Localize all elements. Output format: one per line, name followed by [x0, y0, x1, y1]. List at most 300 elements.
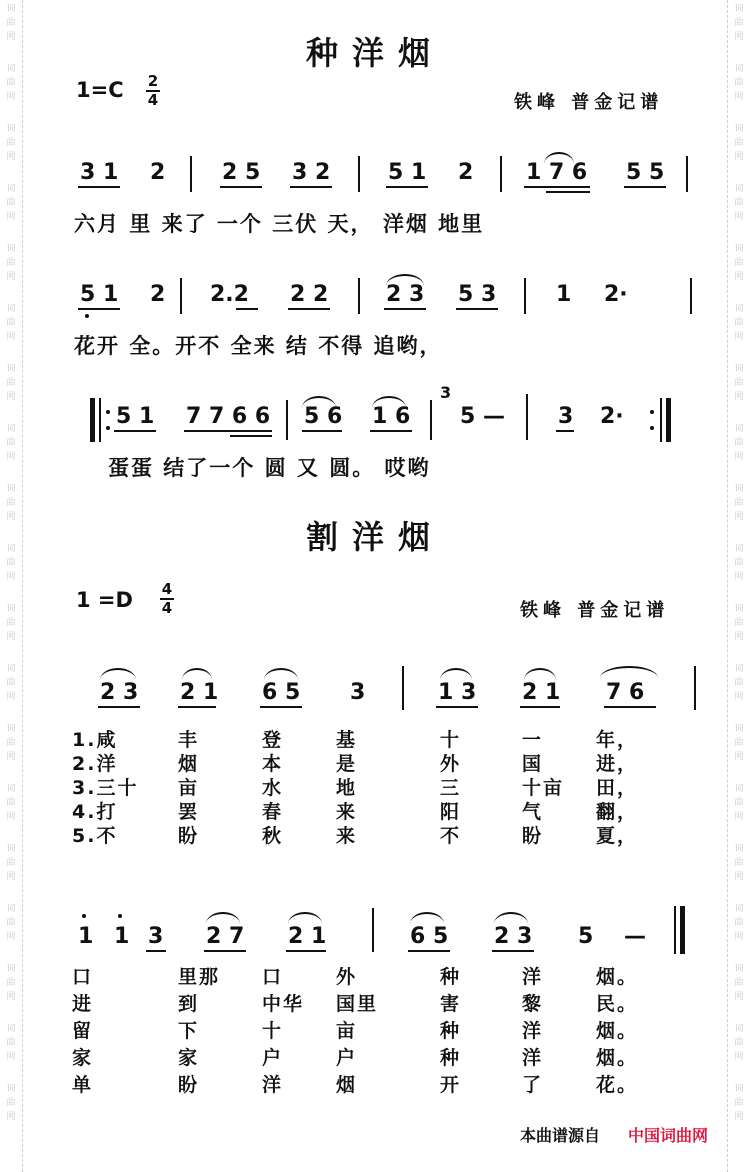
high-octave-dot: [82, 914, 86, 918]
note: 3: [148, 924, 164, 949]
beam-double: [546, 191, 590, 193]
watermark-char: 曲: [6, 738, 16, 748]
watermark-char: 曲: [6, 978, 16, 988]
verse-word: 春: [262, 801, 284, 823]
bar-line: [99, 398, 101, 442]
verse-word: 种: [440, 966, 462, 988]
slur: [288, 912, 322, 924]
note-group: 3 2: [292, 160, 331, 185]
bar-line: [402, 666, 404, 710]
watermark-char: 曲: [734, 378, 744, 388]
beam: [290, 186, 332, 188]
watermark-char: 曲: [6, 138, 16, 148]
beam: [98, 706, 140, 708]
watermark-char: 网: [6, 1052, 16, 1062]
watermark-char: 曲: [6, 858, 16, 868]
watermark-char: 曲: [6, 438, 16, 448]
bar-line: [180, 278, 182, 314]
watermark-char: 词: [734, 664, 744, 674]
watermark-char: 曲: [6, 618, 16, 628]
slur: [524, 668, 556, 680]
beam: [384, 308, 426, 310]
watermark-char: 词: [6, 724, 16, 734]
watermark-char: 网: [734, 632, 744, 642]
watermark-char: 曲: [734, 498, 744, 508]
watermark-char: 词: [734, 244, 744, 254]
bar-line: [686, 156, 688, 192]
watermark-char: 网: [734, 452, 744, 462]
bar-line: [190, 156, 192, 192]
watermark-char: 曲: [6, 1038, 16, 1048]
note: 1: [78, 924, 94, 949]
watermark-char: 词: [734, 184, 744, 194]
note-group: 2 1: [522, 680, 561, 705]
watermark-char: 曲: [734, 1098, 744, 1108]
watermark-char: 网: [6, 512, 16, 522]
bar-line: [526, 394, 528, 440]
watermark-char: 网: [734, 332, 744, 342]
song1-lyrics-line1: 六月 里 来了 一个 三伏 天， 洋烟 地里: [74, 212, 485, 236]
verse-word: 里那: [178, 966, 221, 988]
verse-word: 盼: [178, 825, 200, 847]
note-group: 7 7 6 6: [186, 404, 271, 429]
watermark-char: 网: [734, 872, 744, 882]
time-numerator: 2: [147, 72, 159, 90]
verse-word: 洋: [522, 1047, 544, 1069]
watermark-char: 网: [6, 992, 16, 1002]
slur: [440, 668, 472, 680]
watermark-char: 词: [734, 604, 744, 614]
verse-word: 了: [522, 1074, 544, 1096]
verse-word: 3.三十: [72, 777, 139, 799]
bar-line: [690, 278, 692, 314]
slur: [182, 668, 212, 680]
note-group: 2.2: [210, 282, 249, 307]
watermark-char: 网: [6, 872, 16, 882]
watermark-char: 网: [6, 272, 16, 282]
note-group: 3 1: [80, 160, 119, 185]
verse-word: 盼: [522, 825, 544, 847]
watermark-char: 网: [6, 332, 16, 342]
watermark-char: 网: [6, 92, 16, 102]
verse-word: 夏，: [596, 825, 639, 847]
beam: [492, 950, 534, 952]
watermark-char: 词: [734, 904, 744, 914]
watermark-char: 曲: [734, 918, 744, 928]
watermark-char: 网: [6, 812, 16, 822]
repeat-dot: [650, 410, 654, 414]
repeat-dot: [106, 410, 110, 414]
watermark-char: 词: [6, 64, 16, 74]
verse-word: 洋: [522, 1020, 544, 1042]
beam: [456, 308, 498, 310]
note: 5: [578, 924, 594, 949]
verse-word: 十: [262, 1020, 284, 1042]
verse-word: 5.不: [72, 825, 118, 847]
note-group: 2 5: [222, 160, 261, 185]
beam: [436, 706, 478, 708]
bar-line: [674, 906, 676, 954]
watermark-char: 网: [6, 1112, 16, 1122]
watermark-char: 曲: [6, 78, 16, 88]
verse-word: 户: [262, 1047, 284, 1069]
time-denominator: 4: [161, 599, 173, 617]
note-group: 5 1: [116, 404, 155, 429]
watermark-char: 词: [6, 784, 16, 794]
verse-word: 基: [336, 729, 358, 751]
note-group: 2 3: [386, 282, 425, 307]
watermark-char: 网: [734, 992, 744, 1002]
watermark-char: 词: [6, 604, 16, 614]
high-octave-dot: [118, 914, 122, 918]
verse-word: 害: [440, 993, 462, 1015]
verse-word: 烟。: [596, 1047, 639, 1069]
beam: [184, 430, 272, 432]
slur: [206, 912, 240, 924]
watermark-char: 词: [734, 124, 744, 134]
watermark-char: 网: [734, 272, 744, 282]
watermark-char: 词: [6, 964, 16, 974]
watermark-char: 网: [734, 512, 744, 522]
beam: [178, 706, 216, 708]
verse-word: 秋: [262, 825, 284, 847]
verse-word: 烟。: [596, 1020, 639, 1042]
note-group: 2 1: [288, 924, 327, 949]
beam: [146, 950, 166, 952]
repeat-start-bar: [90, 398, 95, 442]
watermark-char: 网: [6, 452, 16, 462]
verse-word: 是: [336, 753, 358, 775]
watermark-char: 网: [6, 632, 16, 642]
watermark-char: 网: [734, 392, 744, 402]
verse-word: 烟。: [596, 966, 639, 988]
watermark-char: 词: [6, 364, 16, 374]
note-group: 1 6: [372, 404, 411, 429]
verse-word: 水: [262, 777, 284, 799]
watermark-char: 曲: [6, 798, 16, 808]
watermark-char: 词: [6, 124, 16, 134]
watermark-char: 词: [6, 544, 16, 554]
verse-word: 阳: [440, 801, 462, 823]
song1-key: 1=C: [76, 78, 124, 102]
watermark-char: 曲: [734, 558, 744, 568]
verse-word: 花。: [596, 1074, 639, 1096]
watermark-char: 曲: [734, 618, 744, 628]
watermark-char: 词: [6, 244, 16, 254]
watermark-char: 网: [734, 92, 744, 102]
source-label: 本曲谱源自: [520, 1126, 601, 1145]
watermark-char: 曲: [734, 438, 744, 448]
dash: —: [624, 924, 646, 949]
watermark-char: 网: [6, 932, 16, 942]
song1-lyrics-line3: 蛋蛋 结了一个 圆 又 圆。 哎哟: [108, 456, 431, 480]
repeat-end-bar: [666, 398, 671, 442]
bar-line: [372, 908, 374, 952]
bar-line: [358, 278, 360, 314]
watermark-char: 曲: [6, 198, 16, 208]
watermark-char: 词: [734, 484, 744, 494]
watermark-char: 词: [6, 424, 16, 434]
verse-word: 罢: [178, 801, 200, 823]
verse-word: 洋: [522, 966, 544, 988]
bar-line: [524, 278, 526, 314]
beam: [520, 706, 560, 708]
note-group: 7 6: [606, 680, 645, 705]
verse-word: 户: [336, 1047, 358, 1069]
watermark-char: 词: [734, 964, 744, 974]
slur: [600, 666, 658, 678]
watermark-char: 曲: [734, 978, 744, 988]
watermark-char: 词: [734, 1084, 744, 1094]
watermark-char: 网: [734, 932, 744, 942]
bar-line: [660, 398, 662, 442]
verse-word: 气: [522, 801, 544, 823]
verse-word: 4.打: [72, 801, 118, 823]
verse-word: 田，: [596, 777, 639, 799]
verse-word: 烟: [178, 753, 200, 775]
verse-word: 翻，: [596, 801, 639, 823]
bar-line: [358, 156, 360, 192]
verse-word: 国: [522, 753, 544, 775]
verse-word: 1.咸: [72, 729, 118, 751]
verse-word: 亩: [178, 777, 200, 799]
note-group: 5 5: [626, 160, 665, 185]
watermark-char: 词: [6, 1084, 16, 1094]
watermark-char: 词: [6, 844, 16, 854]
verse-word: 国里: [336, 993, 379, 1015]
watermark-char: 词: [6, 484, 16, 494]
watermark-char: 词: [6, 1024, 16, 1034]
beam: [220, 186, 262, 188]
watermark-char: 网: [6, 572, 16, 582]
song2-key: 1 =D: [76, 588, 133, 612]
watermark-char: 词: [734, 544, 744, 554]
verse-word: 家: [72, 1047, 94, 1069]
watermark-char: 网: [734, 692, 744, 702]
verse-word: 地: [336, 777, 358, 799]
note-group: 2: [150, 160, 166, 185]
verse-word: 盼: [178, 1074, 200, 1096]
repeat-dot: [106, 426, 110, 430]
note-group: 3: [350, 680, 366, 705]
song2-credit: 铁峰 普金记谱: [520, 600, 670, 621]
verse-word: 到: [178, 993, 200, 1015]
verse-word: 外: [440, 753, 462, 775]
watermark-char: 词: [6, 664, 16, 674]
song1-credit: 铁峰 普金记谱: [514, 92, 664, 113]
verse-word: 亩: [336, 1020, 358, 1042]
song2-time-signature: [160, 582, 174, 616]
note-group: 2 7: [206, 924, 245, 949]
repeat-dot: [650, 426, 654, 430]
beam: [302, 430, 342, 432]
low-octave-dot: [85, 314, 89, 318]
watermark-char: 网: [734, 32, 744, 42]
watermark-char: 词: [734, 364, 744, 374]
verse-word: 民。: [596, 993, 639, 1015]
note-group: 5 —: [460, 404, 505, 429]
beam: [114, 430, 156, 432]
note-group: 2 1: [180, 680, 219, 705]
verse-word: 三: [440, 777, 462, 799]
watermark-char: 曲: [6, 498, 16, 508]
slur: [410, 912, 444, 924]
verse-word: 开: [440, 1074, 462, 1096]
bar-line: [286, 400, 288, 440]
verse-word: 黎: [522, 993, 544, 1015]
note-group: 2 3: [494, 924, 533, 949]
note-group: 2 3: [100, 680, 139, 705]
verse-word: 来: [336, 801, 358, 823]
watermark-char: 曲: [734, 258, 744, 268]
note-group: 5 1: [80, 282, 119, 307]
verse-word: 下: [178, 1020, 200, 1042]
verse-word: 十亩: [522, 777, 565, 799]
watermark-char: 网: [6, 392, 16, 402]
watermark-char: 曲: [6, 918, 16, 928]
watermark-char: 曲: [734, 678, 744, 688]
watermark-char: 网: [734, 1112, 744, 1122]
verse-word: 家: [178, 1047, 200, 1069]
watermark-char: 曲: [6, 378, 16, 388]
beam: [288, 308, 330, 310]
note-group: 5 6: [304, 404, 343, 429]
watermark-char: 网: [734, 152, 744, 162]
watermark-char: 网: [734, 752, 744, 762]
verse-word: 洋: [262, 1074, 284, 1096]
watermark-char: 曲: [734, 138, 744, 148]
verse-word: 口: [262, 966, 284, 988]
watermark-char: 网: [6, 152, 16, 162]
note-group: 1 3: [438, 680, 477, 705]
note-group: 6 5: [410, 924, 449, 949]
beam-double: [230, 435, 272, 437]
note-group: 2·: [604, 282, 628, 307]
verse-word: 单: [72, 1074, 94, 1096]
watermark-char: 词: [6, 904, 16, 914]
grace-note: 3: [440, 383, 452, 402]
verse-word: 种: [440, 1020, 462, 1042]
verse-word: 年，: [596, 729, 639, 751]
note-group: 6 5: [262, 680, 301, 705]
watermark-char: 曲: [6, 258, 16, 268]
note-group: 1 7 6: [526, 160, 588, 185]
beam: [204, 950, 246, 952]
note-group: 5 3: [458, 282, 497, 307]
note-group: 2: [150, 282, 166, 307]
beam: [386, 186, 428, 188]
watermark-char: 词: [734, 1024, 744, 1034]
watermark-char: 网: [6, 32, 16, 42]
note-group: 2 2: [290, 282, 329, 307]
watermark-char: 曲: [6, 678, 16, 688]
note: 1: [114, 924, 130, 949]
watermark-char: 曲: [734, 78, 744, 88]
watermark-char: 曲: [6, 1098, 16, 1108]
verse-word: 十: [440, 729, 462, 751]
beam: [260, 706, 302, 708]
slur: [100, 668, 136, 680]
verse-word: 进，: [596, 753, 639, 775]
beam: [286, 950, 326, 952]
bar-line: [500, 156, 502, 192]
note-group: 3: [558, 404, 574, 429]
verse-word: 留: [72, 1020, 94, 1042]
bar-line: [430, 400, 432, 440]
beam: [78, 186, 120, 188]
verse-word: 来: [336, 825, 358, 847]
watermark-char: 词: [734, 724, 744, 734]
watermark-char: 曲: [6, 318, 16, 328]
verse-word: 2.洋: [72, 753, 118, 775]
watermark-char: 网: [6, 752, 16, 762]
watermark-char: 网: [734, 812, 744, 822]
verse-word: 外: [336, 966, 358, 988]
beam: [236, 308, 258, 310]
slur: [264, 668, 298, 680]
verse-word: 进: [72, 993, 94, 1015]
watermark-char: 网: [734, 572, 744, 582]
site-link[interactable]: 中国词曲网: [628, 1126, 709, 1145]
bar-line: [694, 666, 696, 710]
end-bar: [680, 906, 685, 954]
beam: [604, 706, 656, 708]
watermark-char: 词: [734, 784, 744, 794]
verse-word: 烟: [336, 1074, 358, 1096]
watermark-char: 曲: [734, 198, 744, 208]
watermark-char: 网: [734, 1052, 744, 1062]
beam: [556, 430, 574, 432]
verse-word: 种: [440, 1047, 462, 1069]
watermark-char: 词: [734, 304, 744, 314]
verse-word: 一: [522, 729, 544, 751]
watermark-char: 曲: [734, 858, 744, 868]
watermark-char: 网: [734, 212, 744, 222]
watermark-char: 网: [6, 692, 16, 702]
beam: [78, 308, 120, 310]
watermark-char: 词: [6, 184, 16, 194]
note-group: 5 1: [388, 160, 427, 185]
watermark-char: 词: [6, 304, 16, 314]
song1-lyrics-line2: 花开 全。开不 全来 结 不得 追哟，: [74, 334, 443, 358]
slur: [494, 912, 528, 924]
song1-title: 种洋烟: [305, 34, 444, 72]
verse-word: 登: [262, 729, 284, 751]
watermark-char: 曲: [734, 798, 744, 808]
verse-word: 本: [262, 753, 284, 775]
beam: [624, 186, 666, 188]
time-numerator: 4: [161, 580, 173, 598]
watermark-char: 网: [6, 212, 16, 222]
note-group: 2·: [600, 404, 624, 429]
song1-time-signature: [146, 74, 160, 108]
watermark-char: 词: [734, 64, 744, 74]
note-group: 2: [458, 160, 474, 185]
watermark-char: 词: [734, 424, 744, 434]
watermark-char: 曲: [734, 18, 744, 28]
beam: [524, 186, 590, 188]
verse-word: 丰: [178, 729, 200, 751]
watermark-char: 曲: [734, 318, 744, 328]
watermark-char: 词: [6, 4, 16, 14]
watermark-char: 曲: [734, 1038, 744, 1048]
watermark-char: 曲: [734, 738, 744, 748]
verse-word: 中华: [262, 993, 305, 1015]
note-group: 1: [556, 282, 572, 307]
time-denominator: 4: [147, 91, 159, 109]
beam: [370, 430, 412, 432]
watermark-char: 词: [734, 844, 744, 854]
